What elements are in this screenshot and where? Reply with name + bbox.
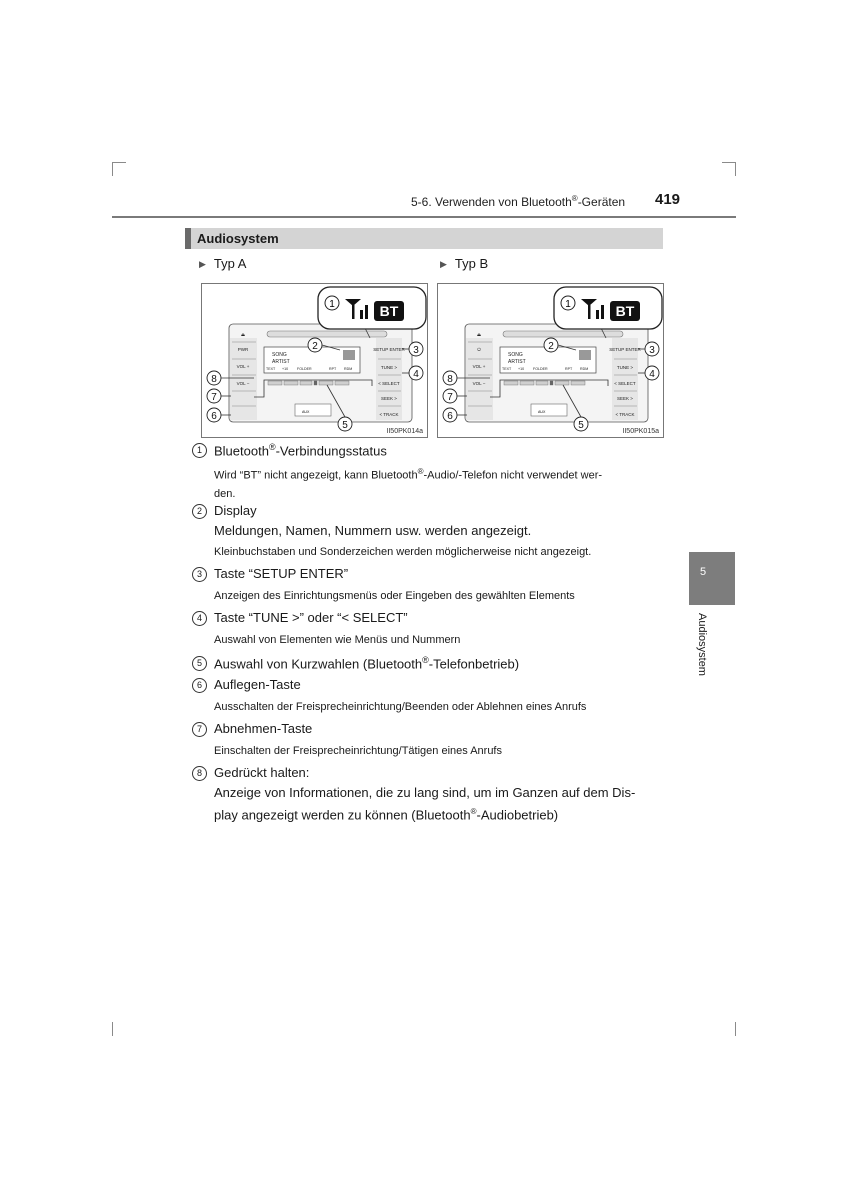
callout-3: 3	[649, 345, 655, 356]
item-title: Display	[214, 503, 257, 518]
callout-5: 5	[342, 420, 348, 431]
callout-1: 1	[329, 299, 335, 310]
radio-illustration-b	[438, 284, 663, 437]
triangle-bullet-icon: ▶	[199, 259, 206, 269]
soft-1: +10	[518, 367, 525, 371]
crop-mark-bottom-left	[112, 1022, 113, 1036]
callout-6: 6	[211, 411, 217, 422]
section-title-bar	[185, 228, 663, 249]
item-note: Anzeigen des Einrichtungsmenüs oder Eingeben des gewählten Elements	[214, 590, 575, 602]
reg-mark: ®	[422, 655, 429, 665]
right-btn-0: SETUP ENTER	[609, 347, 641, 352]
item-body: Meldungen, Namen, Nummern usw. werden angezeigt.	[214, 523, 532, 538]
right-btn-4: < TRACK	[615, 412, 635, 417]
left-btn-0: ⏏	[476, 332, 482, 337]
crop-mark-top-left-v	[112, 162, 113, 176]
item-title: Auflegen-Taste	[214, 677, 301, 692]
callout-7: 7	[211, 392, 217, 403]
item-number: 6	[192, 678, 207, 693]
figure-type-b	[437, 283, 664, 438]
soft-4: RDM	[344, 367, 353, 371]
crop-mark-top-left-h	[112, 162, 126, 163]
right-btn-1: TUNE >	[616, 365, 634, 370]
body-suffix: -Audiobetrieb)	[476, 807, 559, 823]
item-title: Taste “SETUP ENTER”	[214, 566, 349, 581]
crop-mark-top-right-h	[722, 162, 736, 163]
item-number: 3	[192, 567, 207, 582]
item-title	[214, 442, 387, 458]
right-btn-0: SETUP ENTER	[373, 347, 405, 352]
type-a-text: Typ A	[213, 256, 247, 271]
title-suffix: -Verbindungsstatus	[275, 443, 387, 459]
item-number: 4	[192, 611, 207, 626]
soft-2: FOLDER	[533, 367, 548, 371]
left-btn-3: VOL −	[472, 381, 486, 386]
type-b-text: Typ B	[454, 256, 489, 271]
right-btn-3: SEEK >	[381, 396, 397, 401]
callout-1: 1	[565, 299, 571, 310]
desc-suffix: -Audio/-Telefon nicht verwendet wer-	[423, 469, 603, 482]
desc-text: Wird “BT” nicht angezeigt, kann Bluetooth	[214, 469, 418, 482]
chapter-tab	[689, 552, 735, 605]
item-number: 1	[192, 443, 207, 458]
item-title: Taste “TUNE >” oder “< SELECT”	[214, 610, 408, 625]
item-number: 5	[192, 656, 207, 671]
item-body	[214, 783, 635, 824]
soft-3: RPT	[565, 367, 573, 371]
triangle-bullet-icon: ▶	[440, 259, 447, 269]
right-btn-2: < SELECT	[614, 381, 636, 386]
type-b-label	[440, 256, 488, 271]
soft-4: RDM	[580, 367, 589, 371]
page-number: 419	[655, 191, 681, 208]
section-title: Audiosystem	[197, 231, 279, 246]
display-line1: SONG	[272, 352, 287, 358]
right-btn-3: SEEK >	[617, 396, 633, 401]
callout-4: 4	[649, 369, 655, 380]
usb-label: AUX	[302, 410, 310, 414]
item-note: Kleinbuchstaben und Sonderzeichen werden möglicherweise nicht angezeigt.	[214, 546, 592, 558]
display-line1: SONG	[508, 352, 523, 358]
display-line2: ARTIST	[272, 359, 290, 365]
header-rule	[112, 216, 736, 218]
item-note: Ausschalten der Freisprecheinrichtung/Beenden oder Ablehnen eines Anrufs	[214, 701, 587, 713]
header-text-suffix: -Geräten	[577, 195, 626, 209]
body-line2: play angezeigt werden zu können (Bluetooth	[214, 807, 471, 823]
crop-mark-top-right-v	[735, 162, 736, 176]
chapter-number: 5	[700, 566, 707, 578]
type-a-label	[199, 256, 246, 271]
left-btn-0: ⏏	[240, 332, 246, 337]
right-btn-2: < SELECT	[378, 381, 400, 386]
callout-3: 3	[413, 345, 419, 356]
radio-illustration-a	[202, 284, 427, 437]
left-btn-2: VOL +	[472, 364, 486, 369]
figure-code: II50PK014a	[386, 428, 423, 435]
running-header	[411, 194, 625, 209]
item-desc	[214, 463, 602, 503]
callout-6: 6	[447, 411, 453, 422]
bt-badge: BT	[379, 303, 399, 319]
item-note: Auswahl von Elementen wie Menüs und Nummern	[214, 634, 461, 646]
soft-0: TEXT	[266, 367, 276, 371]
soft-0: TEXT	[502, 367, 512, 371]
item-number: 8	[192, 766, 207, 781]
left-btn-1: PWR	[237, 347, 249, 352]
right-btn-4: < TRACK	[379, 412, 399, 417]
chapter-label: Audiosystem	[696, 613, 708, 676]
soft-2: FOLDER	[297, 367, 312, 371]
callout-4: 4	[413, 369, 419, 380]
crop-mark-bottom-right	[735, 1022, 736, 1036]
item-title	[214, 655, 519, 671]
item-note: Einschalten der Freisprecheinrichtung/Tätigen eines Anrufs	[214, 745, 502, 757]
body-line1: Anzeige von Informationen, die zu lang sind, um im Ganzen auf dem Dis-	[214, 785, 636, 800]
figure-code: II50PK015a	[622, 428, 659, 435]
title-suffix: -Telefonbetrieb)	[428, 656, 520, 672]
callout-8: 8	[447, 374, 453, 385]
right-btn-1: TUNE >	[380, 365, 398, 370]
soft-1: +10	[282, 367, 289, 371]
left-btn-3: VOL −	[236, 381, 250, 386]
title-text: Auswahl von Kurzwahlen (Bluetooth	[214, 656, 423, 672]
item-number: 2	[192, 504, 207, 519]
callout-5: 5	[578, 420, 584, 431]
callout-8: 8	[211, 374, 217, 385]
desc-line2: den.	[214, 487, 236, 500]
header-text: 5-6. Verwenden von Bluetooth	[411, 195, 572, 209]
usb-label: AUX	[538, 410, 546, 414]
display-line2: ARTIST	[508, 359, 526, 365]
bt-badge: BT	[615, 303, 635, 319]
title-text: Bluetooth	[214, 443, 269, 459]
item-title: Abnehmen-Taste	[214, 721, 313, 736]
soft-3: RPT	[329, 367, 337, 371]
callout-2: 2	[548, 341, 554, 352]
left-btn-2: VOL +	[236, 364, 250, 369]
callout-7: 7	[447, 392, 453, 403]
reg-mark: ®	[268, 442, 276, 452]
reg-mark: ®	[470, 807, 477, 816]
header-reg: ®	[571, 194, 578, 203]
reg-mark: ®	[417, 467, 424, 476]
item-title: Gedrückt halten:	[214, 765, 310, 780]
callout-2: 2	[312, 341, 318, 352]
left-btn-1: ⏻	[477, 347, 481, 352]
item-number: 7	[192, 722, 207, 737]
section-accent	[185, 228, 191, 249]
figure-type-a	[201, 283, 428, 438]
